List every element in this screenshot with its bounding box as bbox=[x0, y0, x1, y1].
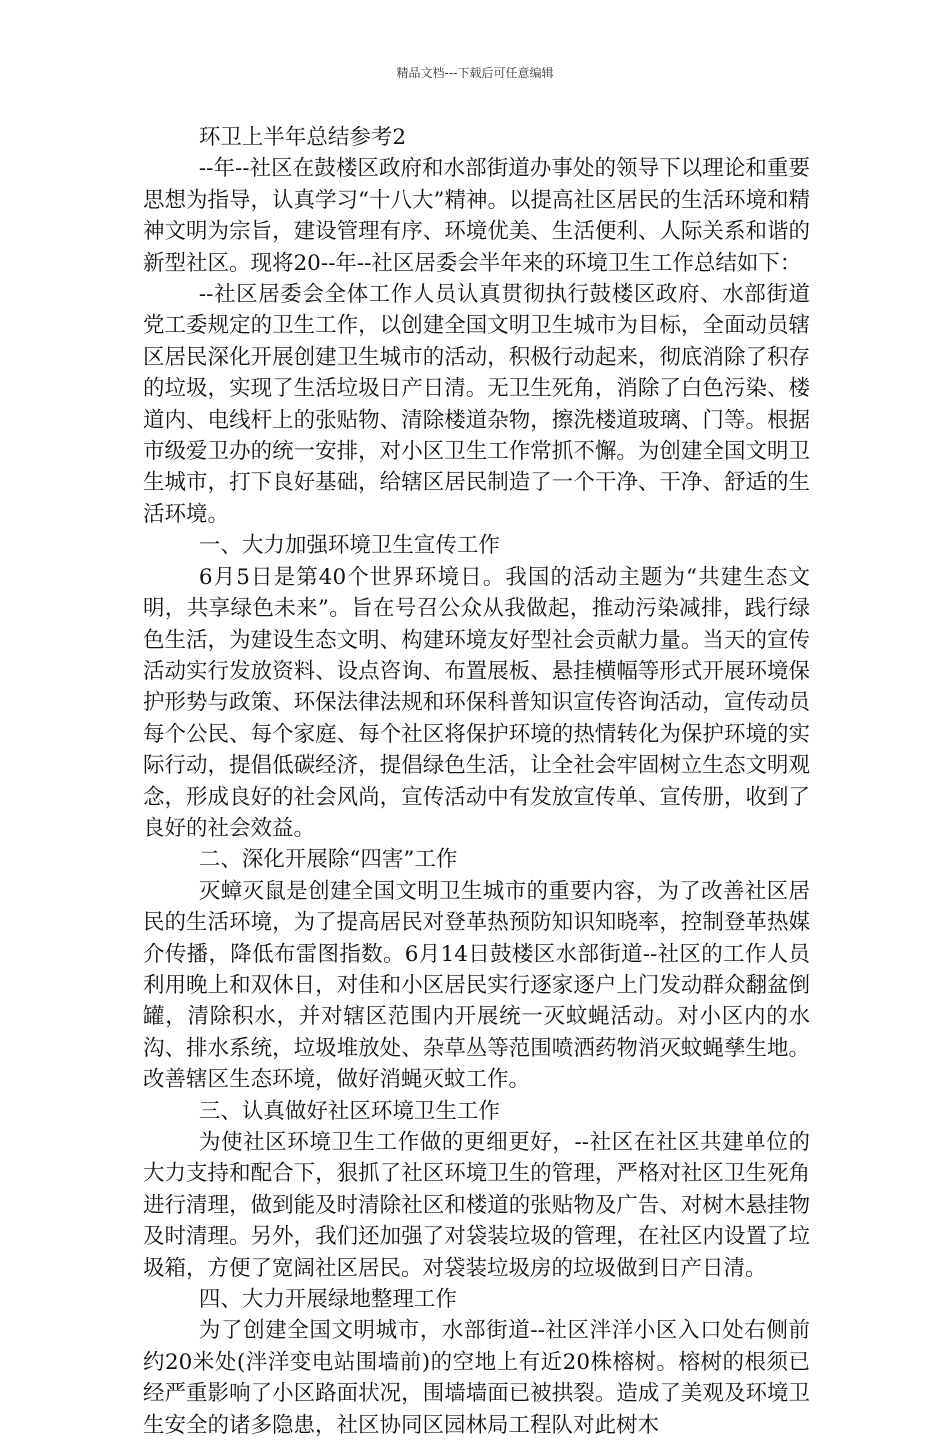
document-title: 环卫上半年总结参考2 bbox=[198, 125, 407, 150]
section-heading-2: 二、深化开展除“四害”工作 bbox=[198, 847, 458, 873]
section-heading-4: 四、大力开展绿地整理工作 bbox=[198, 1287, 457, 1313]
section-heading-3: 三、认真做好社区环境卫生工作 bbox=[198, 1098, 500, 1124]
section-1-paragraph: 6月5日是第40个世界环境日。我国的活动主题为“共建生态文明，共享绿色未来”。旨在号召公众从我做起，推动污染减排，践行绿色生活，为建设生态文明、构建环境友好型社会贡献力量。当天的宣传活动实行发放资料、设点咨询、布置展板、悬挂横幅等形式开展环境保护形势与政策、环保法律法规和环保科普知识宣传咨询活动，宣传动员每个公民、每个家庭、每个社区将保护环境的热情转化为保护环境的实际行动，提倡低碳经济，提倡绿色生活，让全社会牢固树立生态文明观念，形成良好的社会风尚，宣传活动中有发放宣传单、宣传册，收到了良好的社会效益。 bbox=[143, 564, 810, 841]
document-body bbox=[143, 122, 810, 1441]
overview-paragraph: --社区居委会全体工作人员认真贯彻执行鼓楼区政府、水部街道党工委规定的卫生工作，以创建全国文明卫生城市为目标，全面动员辖区居民深化开展创建卫生城市的活动，积极行动起来，彻底消除了积存的垃圾，实现了生活垃圾日产日清。无卫生死角，消除了白色污染、楼道内、电线杆上的张贴物、清除楼道杂物，擦洗楼道玻璃、门等。根据市级爱卫办的统一安排，对小区卫生工作常抓不懈。为创建全国文明卫生城市，打下良好基础，给辖区居民制造了一个干净、干净、舒适的生活环境。 bbox=[143, 282, 810, 527]
section-4-paragraph: 为了创建全国文明城市，水部街道--社区泮洋小区入口处右侧前约20米处(泮洋变电站围墙前)的空地上有近20株榕树。榕树的根须已经严重影响了小区路面状况，围墙墙面已被拱裂。造成了美观及环境卫生安全的诸多隐患，社区协同区园林局工程队对此树木 bbox=[143, 1318, 810, 1438]
section-heading-1: 一、大力加强环境卫生宣传工作 bbox=[198, 533, 500, 559]
intro-paragraph: --年--社区在鼓楼区政府和水部街道办事处的领导下以理论和重要思想为指导，认真学习“十八大”精神。以提高社区居民的生活环境和精神文明为宗旨，建设管理有序、环境优美、生活便利、人际关系和谐的新型社区。现将20--年--社区居委会半年来的环境卫生工作总结如下： bbox=[143, 156, 810, 276]
page-header: 精品文档---下载后可任意编辑 bbox=[396, 66, 554, 80]
section-3-paragraph: 为使社区环境卫生工作做的更细更好，--社区在社区共建单位的大力支持和配合下，狠抓了社区环境卫生的管理，严格对社区卫生死角进行清理，做到能及时清除社区和楼道的张贴物及广告、对树木悬挂物及时清理。另外，我们还加强了对袋装垃圾的管理，在社区内设置了垃圾箱，方便了宽阔社区居民。对袋装垃圾房的垃圾做到日产日清。 bbox=[143, 1130, 810, 1281]
section-2-paragraph: 灭蟑灭鼠是创建全国文明卫生城市的重要内容，为了改善社区居民的生活环境，为了提高居民对登革热预防知识知晓率，控制登革热媒介传播，降低布雷图指数。6月14日鼓楼区水部街道--社区的工作人员利用晚上和双休日，对佳和小区居民实行逐家逐户上门发动群众翻盆倒罐，清除积水，并对辖区范围内开展统一灭蚊蝇活动。对小区内的水沟、排水系统，垃圾堆放处、杂草丛等范围喷洒药物消灭蚊蝇孳生地。改善辖区生态环境，做好消蝇灭蚊工作。 bbox=[143, 878, 810, 1093]
